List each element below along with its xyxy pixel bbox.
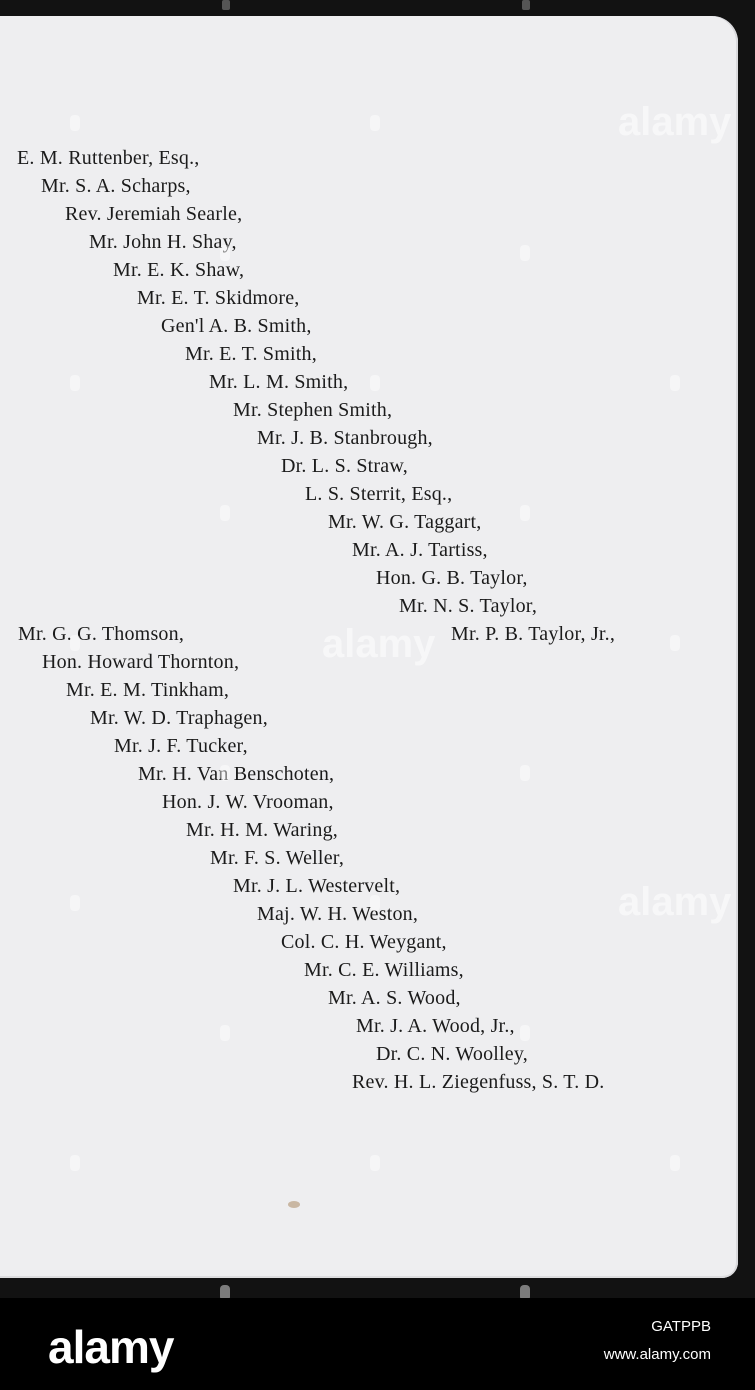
name-line: Mr. J. F. Tucker, xyxy=(114,735,248,757)
name-line: Mr. C. E. Williams, xyxy=(304,959,464,981)
name-line: Mr. A. S. Wood, xyxy=(328,987,461,1009)
watermark-logo: alamy xyxy=(618,100,732,144)
name-line: E. M. Ruttenber, Esq., xyxy=(17,147,200,169)
alamy-logo: alamy xyxy=(48,1321,174,1373)
name-line: Mr. Stephen Smith, xyxy=(233,399,393,421)
name-line: Mr. P. B. Taylor, Jr., xyxy=(451,623,616,645)
name-line: Mr. W. G. Taggart, xyxy=(328,511,482,533)
name-line: Mr. L. M. Smith, xyxy=(209,371,349,393)
name-line: Col. C. H. Weygant, xyxy=(281,931,447,953)
name-line: L. S. Sterrit, Esq., xyxy=(305,483,453,505)
image-id: GATPPB xyxy=(651,1318,711,1335)
name-line: Mr. John H. Shay, xyxy=(89,231,237,253)
name-line: Hon. J. W. Vrooman, xyxy=(162,791,334,813)
name-line: Mr. J. L. Westervelt, xyxy=(233,875,401,897)
name-line: Mr. H. Van Benschoten, xyxy=(138,763,335,785)
name-line: Hon. G. B. Taylor, xyxy=(376,567,528,589)
watermark-logo: alamy xyxy=(618,880,732,924)
name-line: Dr. L. S. Straw, xyxy=(281,455,408,477)
name-line: Mr. J. B. Stanbrough, xyxy=(257,427,433,449)
name-line: Mr. E. T. Smith, xyxy=(185,343,317,365)
paper-speck xyxy=(288,1201,300,1208)
name-line: Mr. H. M. Waring, xyxy=(186,819,338,841)
document-page xyxy=(0,16,738,1278)
footer-url: www.alamy.com xyxy=(603,1346,711,1363)
name-line: Mr. E. T. Skidmore, xyxy=(137,287,300,309)
name-line: Rev. Jeremiah Searle, xyxy=(65,203,243,225)
name-line: Hon. Howard Thornton, xyxy=(42,651,240,673)
name-line: Mr. J. A. Wood, Jr., xyxy=(356,1015,515,1037)
edge-mark xyxy=(522,0,530,10)
name-line: Mr. W. D. Traphagen, xyxy=(90,707,268,729)
name-line: Mr. E. M. Tinkham, xyxy=(66,679,230,701)
name-line: Mr. S. A. Scharps, xyxy=(41,175,191,197)
edge-mark xyxy=(222,0,230,10)
name-line: Mr. F. S. Weller, xyxy=(210,847,345,869)
name-line: Mr. G. G. Thomson, xyxy=(18,623,185,645)
name-line: Rev. H. L. Ziegenfuss, S. T. D. xyxy=(352,1071,605,1093)
name-line: Mr. E. K. Shaw, xyxy=(113,259,245,281)
name-line: Maj. W. H. Weston, xyxy=(257,903,419,925)
stock-footer-bar xyxy=(0,1298,755,1390)
watermark-logo: alamy xyxy=(322,622,436,666)
name-line: Dr. C. N. Woolley, xyxy=(376,1043,528,1065)
name-line: Gen'l A. B. Smith, xyxy=(161,315,312,337)
name-line: Mr. A. J. Tartiss, xyxy=(352,539,488,561)
name-line: Mr. N. S. Taylor, xyxy=(399,595,538,617)
